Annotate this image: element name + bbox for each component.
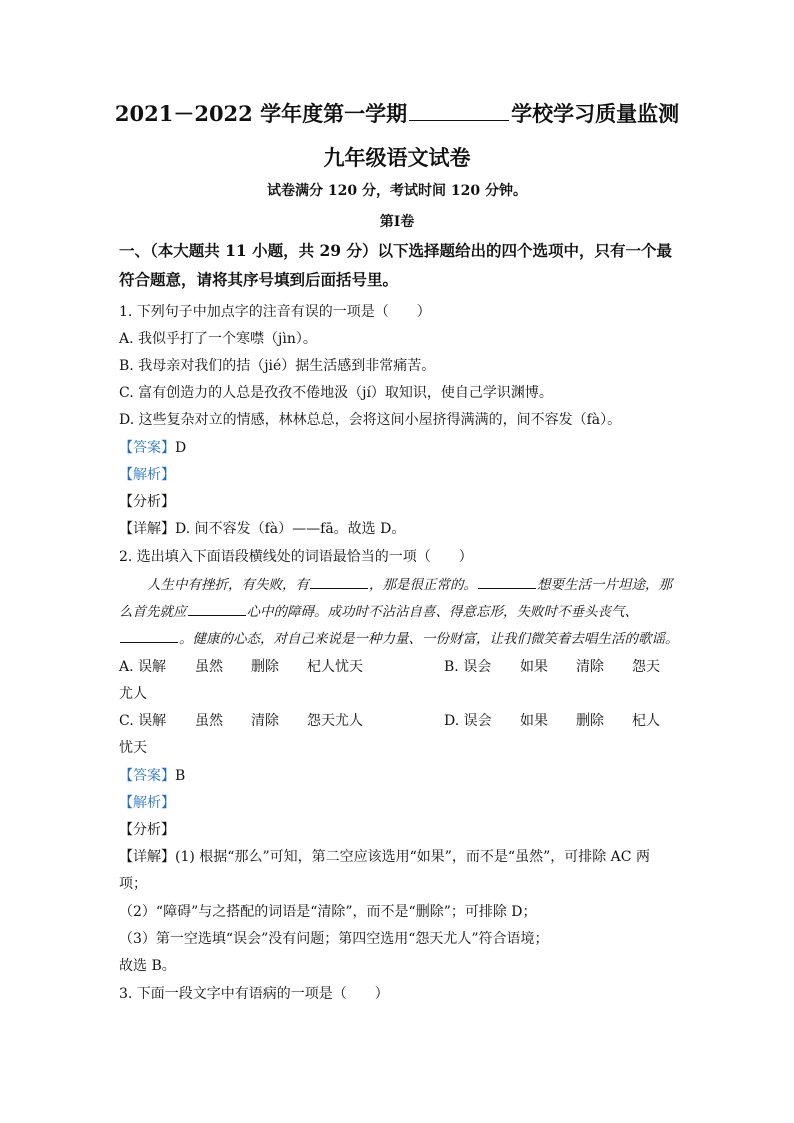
q2-detail-1-cont: 项；: [119, 876, 147, 892]
q2-option-c: [119, 711, 363, 731]
volume-label: 第Ⅰ卷: [379, 214, 415, 230]
q1-answer-value: D: [175, 440, 187, 456]
title-right: 学校学习质量监测: [511, 101, 680, 126]
q2-option-c-word-2: 虽然: [195, 713, 223, 729]
q2-blank-4: [120, 630, 178, 643]
section1-instruction-line1: 一、（本大题共 11 小题，共 29 分）以下选择题给出的四个选项中，只有一个最: [119, 241, 672, 260]
exam-title: [0, 98, 794, 128]
q2-answer-tag: 【答案】: [119, 768, 175, 784]
q2-blank-3: [188, 603, 246, 616]
q1-detail-text: D. 间不容发（fà）——fā。故选 D。: [175, 521, 406, 537]
q2-option-a-word-4: 杞人忧天: [307, 659, 363, 675]
q2-option-a-word-2: 虽然: [195, 659, 223, 675]
q2-detail-1: [119, 847, 650, 867]
q2-passage-text: ，那是很正常的。: [369, 577, 477, 593]
q2-detail-1-text: (1) 根据“那么”可知，第二空应该选用“如果”，而不是“虽然”，可排除 AC 两: [175, 849, 650, 865]
q2-option-c-word-4: 怨天尤人: [307, 713, 363, 729]
q1-stem: 1. 下列句子中加点字的注音有误的一项是（ ）: [119, 304, 431, 320]
q2-detail-tag: 【详解】: [119, 849, 175, 865]
q1-detail: [119, 519, 405, 539]
q2-option-d-word-4: 杞人: [632, 713, 660, 729]
q2-option-c-word-1: C. 误解: [119, 713, 167, 729]
q2-blank-2: [478, 576, 536, 589]
q1-option-b: B. 我母亲对我们的拮（jié）据生活感到非常痛苦。: [119, 358, 436, 374]
q2-option-b: [444, 657, 660, 677]
q1-option-c: C. 富有创造力的人总是孜孜不倦地汲（jí）取知识，使自己学识渊博。: [119, 385, 553, 401]
q2-option-d: [444, 711, 660, 731]
q2-option-d-cont: 忧天: [119, 740, 147, 756]
q2-passage-line2: [119, 602, 679, 622]
q2-option-d-word-3: 删除: [576, 713, 604, 729]
q2-option-a: [119, 657, 363, 677]
q2-analysis-tag: 【解析】: [119, 795, 175, 811]
q2-detail-2: （2）“障碍”与之搭配的词语是“清除”，而不是“删除”；可排除 D；: [119, 904, 537, 920]
q1-fenxi-tag: 【分析】: [119, 494, 175, 510]
q2-option-b-word-2: 如果: [520, 659, 548, 675]
q2-option-b-word-4: 怨天: [632, 659, 660, 675]
q2-detail-3: （3）第一空选填“误会”没有问题；第四空选用“怨天尤人”符合语境；: [119, 931, 549, 947]
q3-stem: 3. 下面一段文字中有语病的一项是（ ）: [119, 986, 389, 1002]
q1-option-d: D. 这些复杂对立的情感，林林总总，会将这间小屋挤得满满的，间不容发（fà）。: [119, 412, 622, 428]
q2-passage-text: 人生中有挫折，有失败，有: [147, 577, 309, 593]
q2-passage-text: 么首先就应: [119, 604, 187, 620]
title-left: 2021－2022 学年度第一学期: [114, 101, 408, 126]
q2-option-a-word-3: 删除: [251, 659, 279, 675]
q2-answer: [119, 766, 185, 786]
q2-option-d-word-2: 如果: [520, 713, 548, 729]
q1-detail-tag: 【详解】: [119, 521, 175, 537]
q2-option-c-word-3: 清除: [251, 713, 279, 729]
q2-option-a-word-1: A. 误解: [119, 659, 167, 675]
q2-fenxi-tag: 【分析】: [119, 822, 175, 838]
q2-passage-line1: [147, 575, 707, 595]
q1-answer: [119, 438, 186, 458]
school-name-blank: [409, 102, 509, 121]
q2-blank-1: [310, 576, 368, 589]
section1-instruction-line2: 符合题意，请将其序号填到后面括号里。: [119, 270, 399, 289]
exam-info: 试卷满分 120 分，考试时间 120 分钟。: [267, 183, 527, 199]
q2-option-b-word-1: B. 误会: [444, 659, 492, 675]
q1-analysis-tag: 【解析】: [119, 467, 175, 483]
q1-option-a: A. 我似乎打了一个寒噤（jìn）。: [119, 331, 317, 347]
q2-option-b-cont: 尤人: [119, 686, 147, 702]
q2-passage-text: 心中的障碍。成功时不沾沾自喜、得意忘形，失败时不垂头丧气、: [246, 604, 638, 620]
q2-stem: 2. 选出填入下面语段横线处的词语最恰当的一项（ ）: [119, 549, 473, 565]
q1-answer-tag: 【答案】: [119, 440, 175, 456]
q2-passage-line3: [119, 629, 679, 649]
q2-passage-text: 。健康的心态，对自己来说是一种力量、一份财富，让我们微笑着去唱生活的歌谣。: [179, 631, 679, 647]
exam-subtitle: 九年级语文试卷: [323, 145, 471, 170]
q2-option-b-word-3: 清除: [576, 659, 604, 675]
q2-conclusion: 故选 B。: [119, 958, 176, 974]
q2-answer-value: B: [175, 768, 186, 784]
q2-option-d-word-1: D. 误会: [444, 713, 492, 729]
q2-passage-text: 想要生活一片坦途，那: [537, 577, 672, 593]
